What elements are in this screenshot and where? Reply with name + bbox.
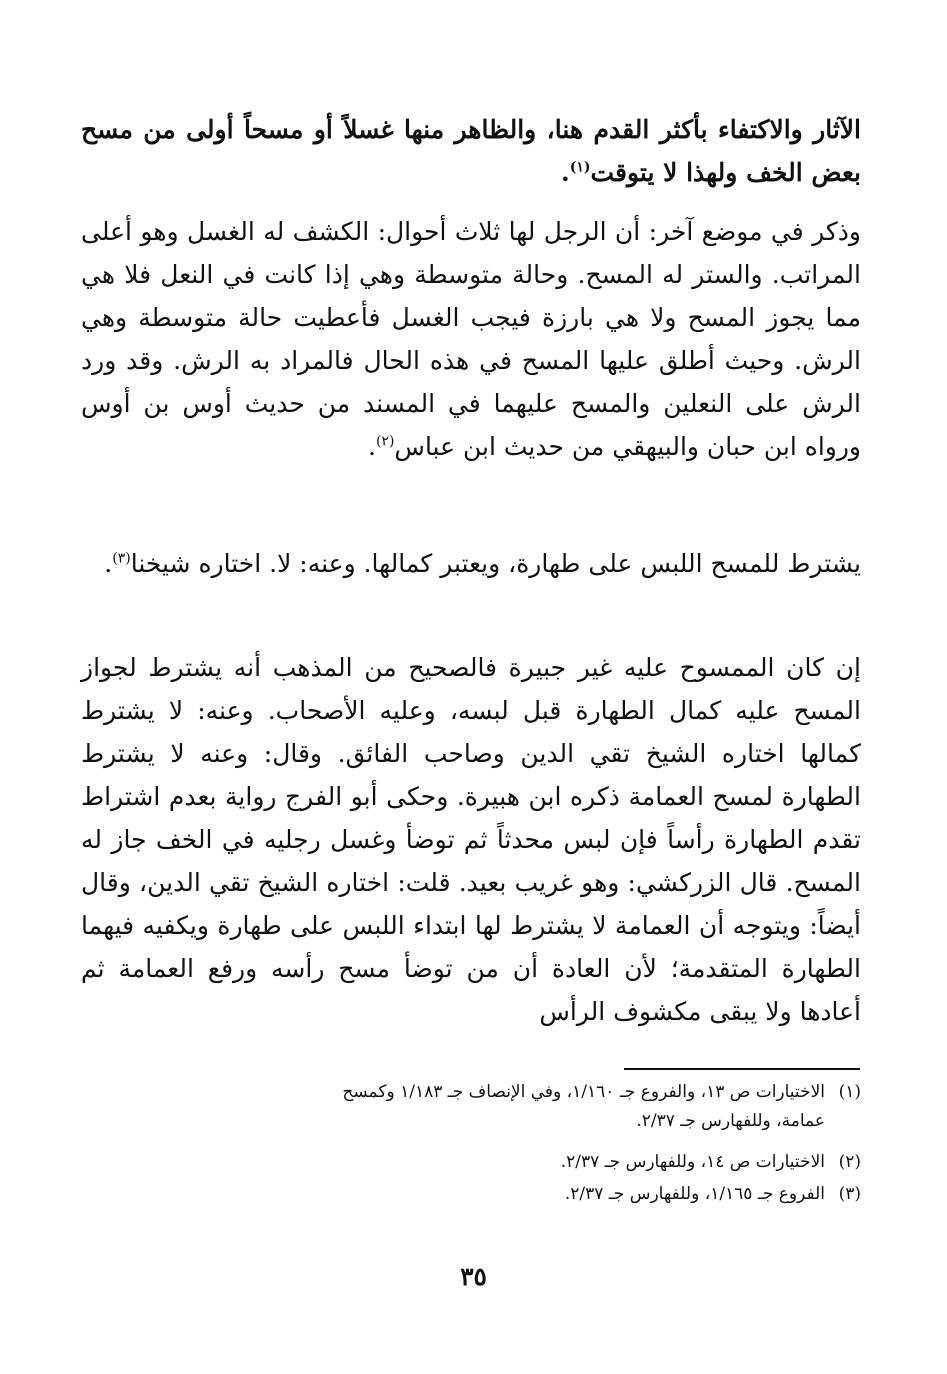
footnote-1	[89, 1078, 861, 1136]
paragraph-3-end: .	[104, 549, 113, 578]
footnote-ref-1[interactable]: (١)	[569, 159, 591, 176]
footnote-ref-3[interactable]: (٣)	[112, 550, 131, 567]
page-number: ٣٥	[460, 1262, 487, 1291]
footnote-1-line2: عمامة، وللفهارس جـ ٢/٣٧.	[636, 1111, 825, 1131]
paragraph-1-end: .	[561, 158, 570, 187]
paragraph-3-text: يشترط للمسح اللبس على طهارة، ويعتبر كمالها. وعنه: لا. اختاره شيخنا	[130, 549, 861, 578]
paragraph-2	[81, 210, 861, 468]
footnote-1-number: (١)	[838, 1082, 861, 1102]
paragraph-2-end: .	[368, 432, 376, 461]
paragraph-4	[81, 646, 861, 1033]
paragraph-1	[81, 108, 861, 194]
footnote-3-line1: الفروع جـ ١/١٦٥، وللفهارس جـ ٢/٣٧.	[564, 1184, 825, 1204]
footnote-2-number: (٢)	[838, 1152, 861, 1172]
footnote-2-line1: الاختيارات ص ١٤، وللفهارس جـ ٢/٣٧.	[560, 1152, 825, 1172]
paragraph-1-text: الآثار والاكتفاء بأكثر القدم هنا، والظاهر منها غسلاً أو مسحاً أولى من مسح بعض الخف ولهذا لا يتوقت	[81, 115, 861, 187]
footnote-2	[89, 1148, 861, 1177]
paragraph-3	[81, 542, 861, 585]
paragraph-4-text: إن كان الممسوح عليه غير جبيرة فالصحيح من المذهب أنه يشترط لجواز المسح عليه كمال الطهارة قبل لبسه، وعليه الأصحاب. وعنه: لا يشترط كمالها اختاره الشيخ تقي الدين وصاحب الفائق. وقال: وعنه لا يشترط الطهارة لمسح العمامة ذكره ابن هبيرة. وحكى أبو الفرج رواية بعدم اشتراط تقدم الطهارة رأساً فإن لبس محدثاً ثم توضأ وغسل رجليه في الخف جاز له المسح. قال الزركشي: وهو غريب بعيد. قلت: اختاره الشيخ تقي الدين، وقال أيضاً: ويتوجه أن العمامة لا يشترط لها ابتداء اللبس على طهارة ويكفيه فيهما الطهارة المتقدمة؛ لأن العادة أن من توضأ مسح رأسه ورفع العمامة ثم أعادها ولا يبقى مكشوف الرأس	[81, 653, 861, 1026]
footnote-separator	[624, 1068, 860, 1070]
footnote-ref-2[interactable]: (٢)	[375, 433, 395, 450]
footnote-3-number: (٣)	[838, 1184, 861, 1204]
paragraph-2-text: وذكر في موضع آخر: أن الرجل لها ثلاث أحوال: الكشف له الغسل وهو أعلى المراتب. والستر له المسح. وحالة متوسطة وهي إذا كانت في النعل فلا هي مما يجوز المسح ولا هي بارزة فيجب الغسل فأعطيت حالة متوسطة وهي الرش. وحيث أطلق عليها المسح في هذه الحال فالمراد به الرش. وقد ورد الرش على النعلين والمسح عليهما في المسند من حديث أوس بن أوس ورواه ابن حبان والبيهقي من حديث ابن عباس	[81, 217, 861, 461]
footnote-1-line1: الاختيارات ص ١٣، والفروع جـ ١/١٦٠، وفي الإنصاف جـ ١/١٨٣ وكمسح	[342, 1082, 825, 1102]
footnote-3	[89, 1180, 861, 1209]
